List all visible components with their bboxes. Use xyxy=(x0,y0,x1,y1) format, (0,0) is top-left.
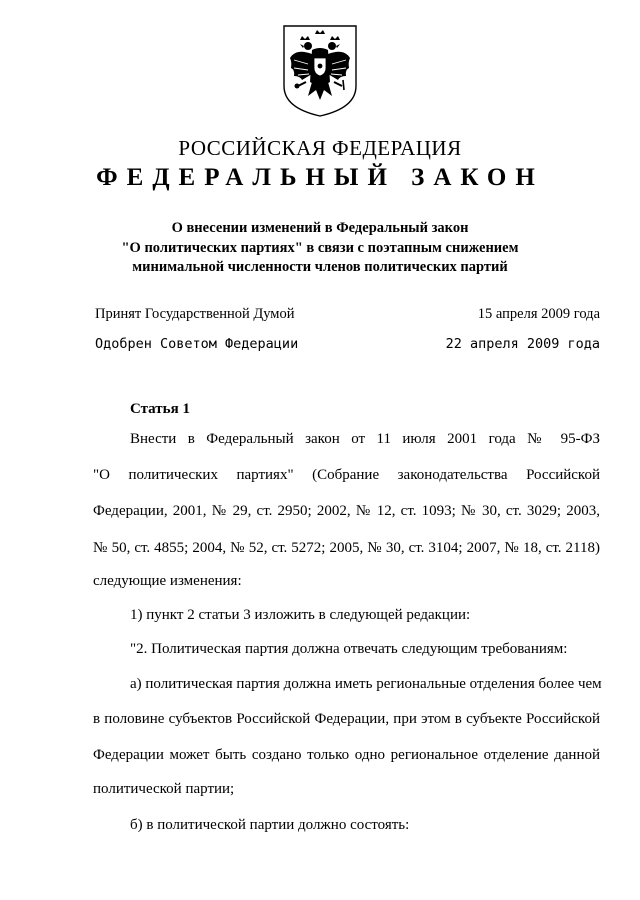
russian-coat-of-arms-icon xyxy=(282,24,358,118)
duma-adoption-label: Принят Государственной Думой xyxy=(95,306,295,322)
country-name: РОССИЙСКАЯ ФЕДЕРАЦИЯ xyxy=(178,136,462,160)
article-line: в половине субъектов Российской Федерации, при этом в субъекте Российской xyxy=(93,711,600,727)
article-line: политической партии; xyxy=(93,781,235,797)
duma-adoption-date: 15 апреля 2009 года xyxy=(477,306,600,322)
article-line: 1) пункт 2 статьи 3 изложить в следующей редакции: xyxy=(130,607,471,623)
article-line: Внести в Федеральный закон от 11 июля 2001 года № 95-ФЗ xyxy=(130,431,600,447)
article-line: б) в политической партии должно состоять: xyxy=(130,817,410,833)
law-title xyxy=(0,219,640,278)
article-line: а) политическая партия должна иметь региональные отделения более чем xyxy=(130,676,602,692)
article-heading: Статья 1 xyxy=(130,401,190,417)
law-type-heading: ФЕДЕРАЛЬНЫЙ ЗАКОН xyxy=(96,164,544,191)
article-line: Федерации, 2001, № 29, ст. 2950; 2002, № 12, ст. 1093; № 30, ст. 3029; 2003, xyxy=(93,503,600,519)
council-approval-label: Одобрен Советом Федерации xyxy=(95,336,299,352)
article-line: "2. Политическая партия должна отвечать следующим требованиям: xyxy=(130,641,568,657)
article-line: следующие изменения: xyxy=(93,573,242,589)
law-title-line: "О политических партиях" в связи с поэтапным снижением xyxy=(121,239,519,256)
article-line: № 50, ст. 4855; 2004, № 52, ст. 5272; 2005, № 30, ст. 3104; 2007, № 18, ст. 2118) xyxy=(93,540,600,556)
council-approval-date: 22 апреля 2009 года xyxy=(445,336,600,352)
law-title-line: О внесении изменений в Федеральный закон xyxy=(171,220,469,236)
law-title-line: минимальной численности членов политических партий xyxy=(132,259,508,275)
article-line: "О политических партиях" (Собрание законодательства Российской xyxy=(93,467,600,483)
article-line: Федерации может быть создано только одно региональное отделение данной xyxy=(93,747,600,763)
